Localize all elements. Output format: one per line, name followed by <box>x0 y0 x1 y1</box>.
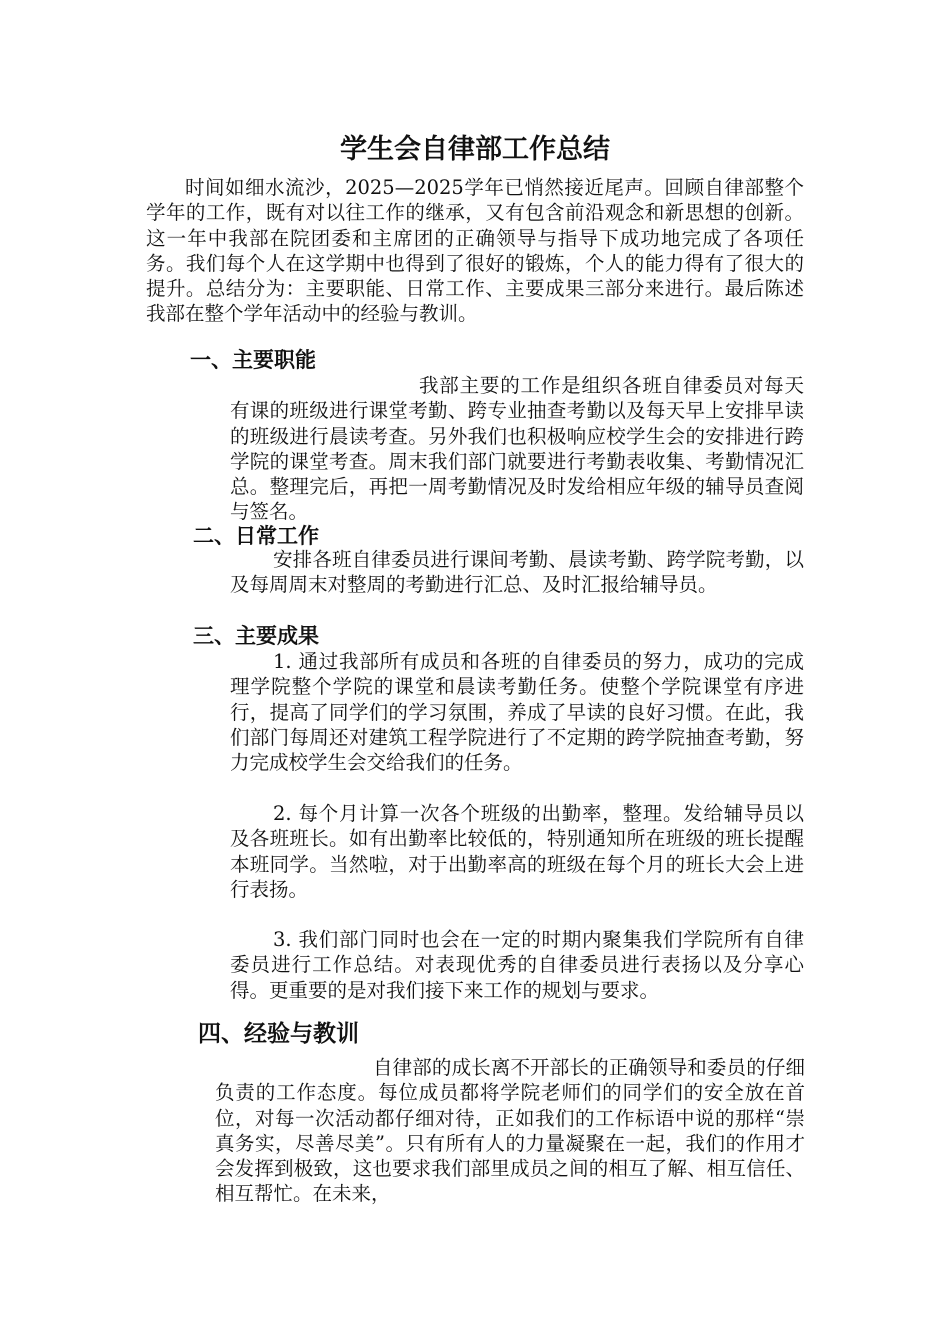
document-title: 学生会自律部工作总结 <box>340 134 610 165</box>
section-heading-lessons: 四、经验与教训 <box>198 1021 359 1047</box>
section-heading-functions: 一、主要职能 <box>190 348 316 372</box>
intro-paragraph: 时间如细水流沙，2025—2025学年已悄然接近尾声。回顾自律部整个学年的工作，既有对以往工作的继承，又有包含前沿观念和新思想的创新。这一年中我部在院团委和主席团的正确领导与指导下成功地完成了各项任务。我们每个人在这学期中也得到了很好的锻炼，个人的能力得有了很大的提升。总结分为：主要职能、日常工作、主要成果三部分来进行。最后陈述我部在整个学年活动中的经验与教训。 <box>146 176 804 326</box>
achievement-item-3: 3. 我们部门同时也会在一定的时期内聚集我们学院所有自律委员进行工作总结。对表现优秀的自律委员进行表扬以及分享心得。更重要的是对我们接下来工作的规划与要求。 <box>230 928 804 1002</box>
section-heading-achievements: 三、主要成果 <box>193 624 319 648</box>
achievement-item-2: 2. 每个月计算一次各个班级的出勤率，整理。发给辅导员以及各班班长。如有出勤率比较低的，特别通知所在班级的班长提醒本班同学。当然啦，对于出勤率高的班级在每个月的班长大会上进行表扬。 <box>230 802 804 901</box>
lessons-paragraph: 自律部的成长离不开部长的正确领导和委员的仔细负责的工作态度。每位成员都将学院老师们的同学们的安全放在首位，对每一次活动都仔细对待，正如我们的工作标语中说的那样“崇真务实，尽善尽美”。只有所有人的力量凝聚在一起，我们的作用才会发挥到极致，这也要求我们部里成员之间的相互了解、相互信任、相互帮忙。在未来， <box>215 1056 805 1206</box>
section-heading-daily-work: 二、日常工作 <box>193 524 319 548</box>
functions-paragraph: 我部主要的工作是组织各班自律委员对每天有课的班级进行课堂考勤、跨专业抽查考勤以及每天早上安排早读的班级进行晨读考查。另外我们也积极响应校学生会的安排进行跨学院的课堂考查。周末我们部门就要进行考勤表收集、考勤情况汇总。整理完后，再把一周考勤情况及时发给相应年级的辅导员查阅与签名。 <box>230 374 804 524</box>
daily-work-paragraph: 安排各班自律委员进行课间考勤、晨读考勤、跨学院考勤，以及每周周末对整周的考勤进行汇总、及时汇报给辅导员。 <box>230 548 804 597</box>
achievement-item-1: 1. 通过我部所有成员和各班的自律委员的努力，成功的完成理学院整个学院的课堂和晨读考勤任务。使整个学院课堂有序进行，提高了同学们的学习氛围，养成了早读的良好习惯。在此，我们部门每周还对建筑工程学院进行了不定期的跨学院抽查考勤，努力完成校学生会交给我们的任务。 <box>230 650 804 775</box>
